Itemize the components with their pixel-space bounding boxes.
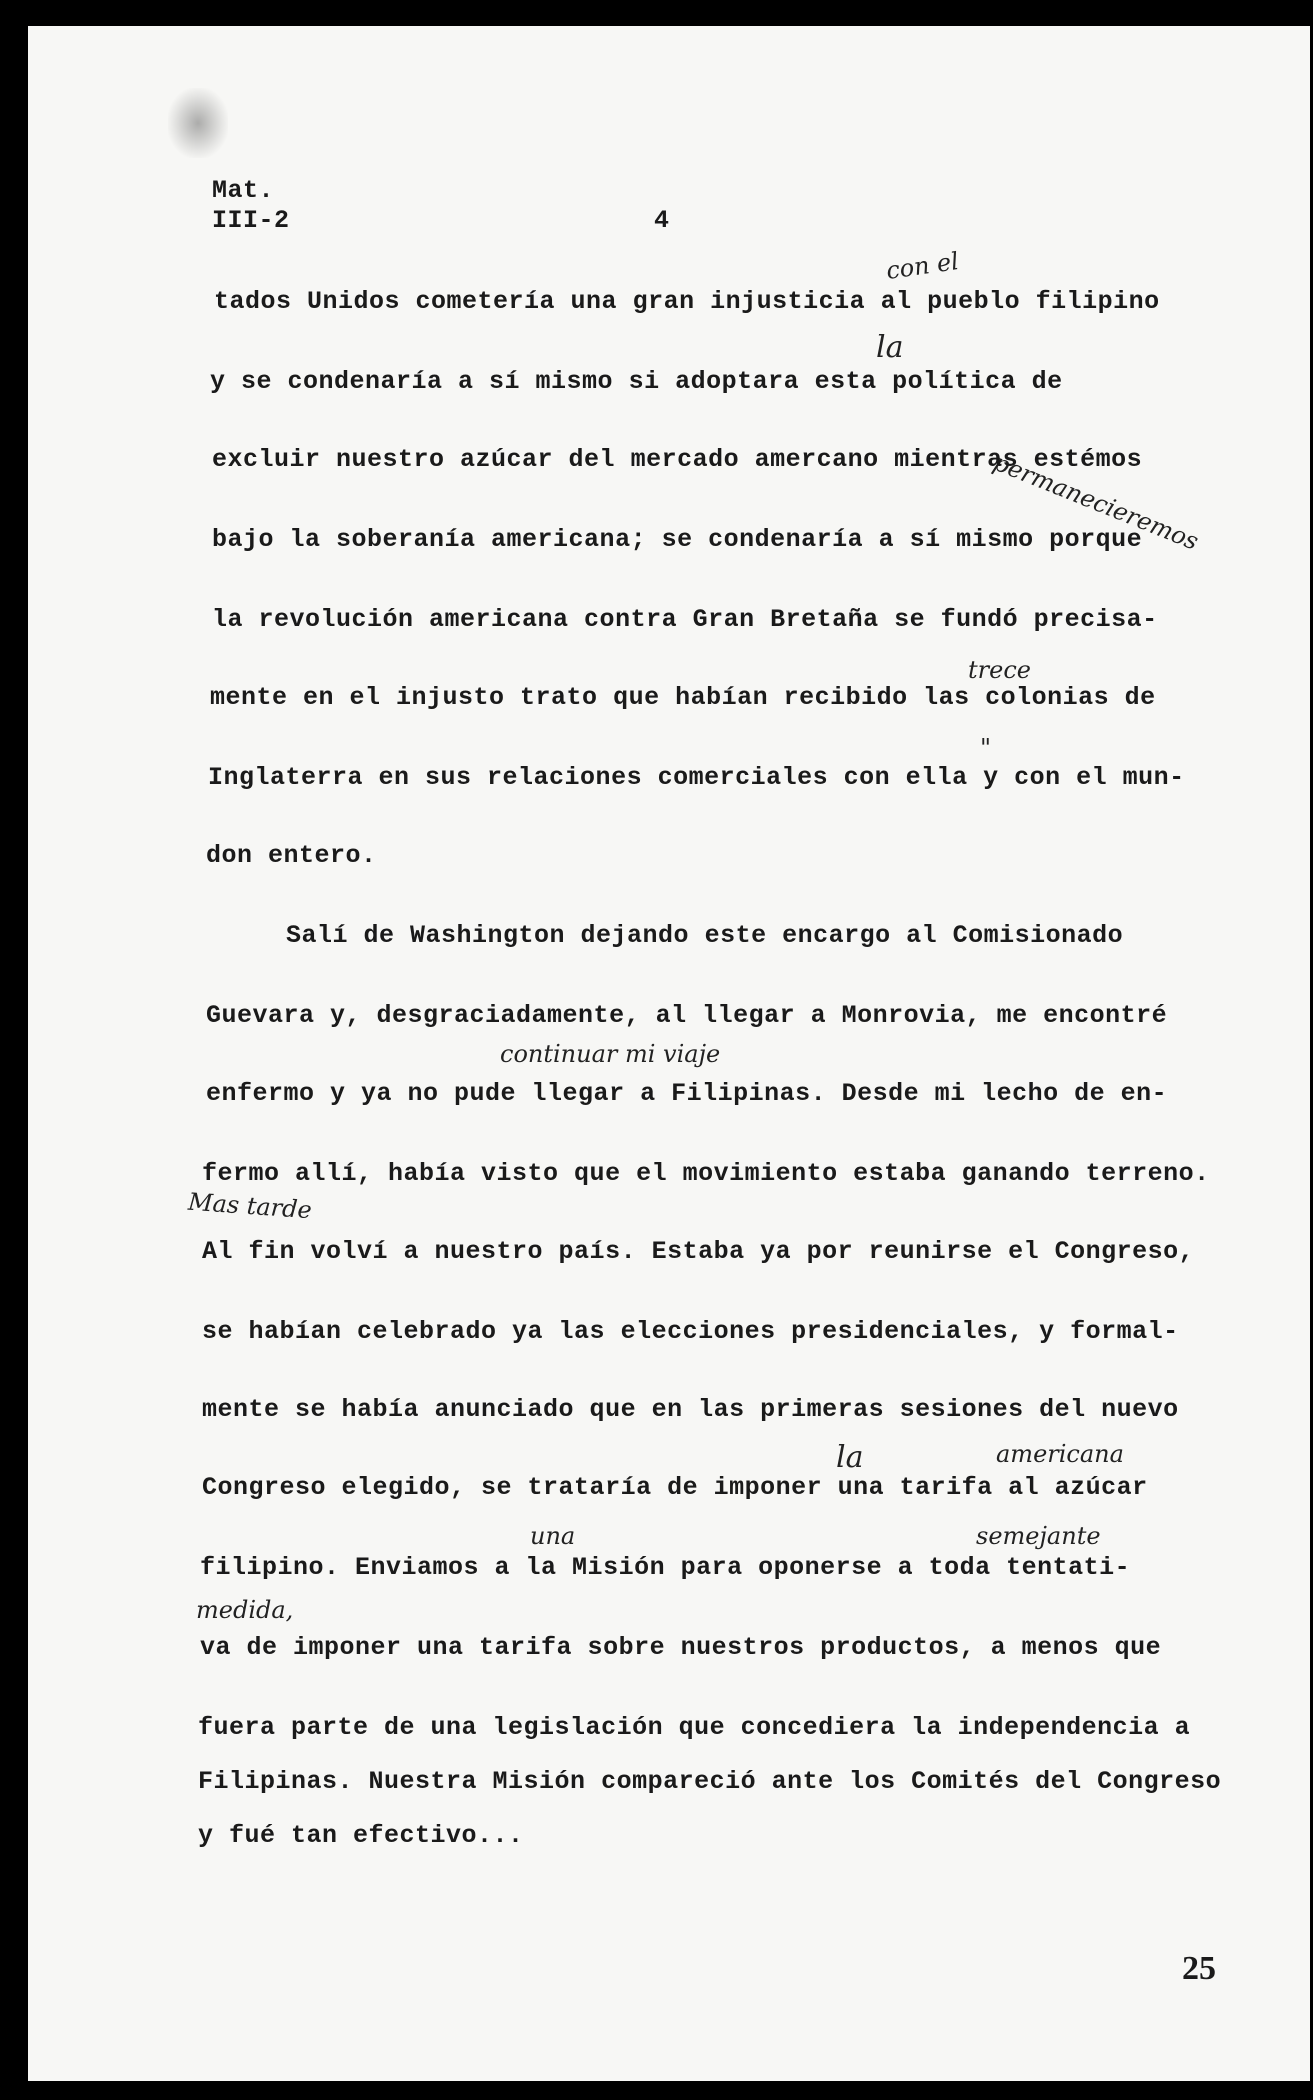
note-medida: medida, [196,1596,294,1624]
line-9: Salí de Washington dejando este encargo al Comisionado [286,921,1124,950]
line-17: filipino. Enviamos a la Misión para oponerse a toda tentati- [200,1553,1131,1582]
note-la-1: la [876,330,904,365]
line-6: mente en el injusto trato que habían recibido las colonias de [210,683,1156,712]
line-8: don entero. [206,841,377,870]
note-permanecieremos: permanecieremos [989,448,1203,556]
ink-smudge [168,88,228,158]
line-20: Filipinas. Nuestra Misión compareció ante los Comités del Congreso [198,1767,1222,1796]
line-2: y se condenaría a sí mismo si adoptara esta política de [210,367,1063,396]
note-con-el: con el [884,247,961,285]
line-5: la revolución americana contra Gran Bretaña se fundó precisa- [212,605,1158,634]
line-19: fuera parte de una legislación que concediera la independencia a [198,1713,1191,1742]
header-page: 4 [654,206,670,235]
note-mas-tarde: Mas tarde [187,1187,313,1225]
line-1: tados Unidos cometería una gran injusticia al pueblo filipino [214,287,1160,316]
note-continuar-viaje: continuar mi viaje [500,1040,721,1068]
note-americana: americana [996,1440,1124,1468]
note-semejante: semejante [976,1522,1101,1550]
line-3: excluir nuestro azúcar del mercado amercano mientras estémos [212,445,1143,474]
line-11: enfermo y ya no pude llegar a Filipinas. Desde mi lecho de en- [206,1079,1168,1108]
line-10: Guevara y, desgraciadamente, al llegar a Monrovia, me encontré [206,1001,1168,1030]
line-16: Congreso elegido, se trataría de imponer una tarifa al azúcar [202,1473,1148,1502]
note-la-2: la [836,1440,864,1475]
note-quote: " [980,734,992,762]
page-number: 25 [1182,1950,1216,1987]
line-14: se habían celebrado ya las elecciones presidenciales, y formal- [202,1317,1179,1346]
header-ref-1: Mat. [212,176,275,205]
line-21: y fué tan efectivo... [198,1821,524,1850]
line-12: fermo allí, había visto que el movimiento estaba ganando terreno. [202,1159,1210,1188]
line-18: va de imponer una tarifa sobre nuestros productos, a menos que [200,1633,1162,1662]
line-13: Al fin volví a nuestro país. Estaba ya por reunirse el Congreso, [202,1237,1195,1266]
line-4: bajo la soberanía americana; se condenaría a sí mismo porque [212,525,1143,554]
line-7: Inglaterra en sus relaciones comerciales con ella y con el mun- [208,763,1185,792]
header-ref-2: III-2 [212,206,290,235]
note-trece: trece [968,656,1031,684]
line-15: mente se había anunciado que en las primeras sesiones del nuevo [202,1395,1179,1424]
note-una: una [530,1522,576,1550]
